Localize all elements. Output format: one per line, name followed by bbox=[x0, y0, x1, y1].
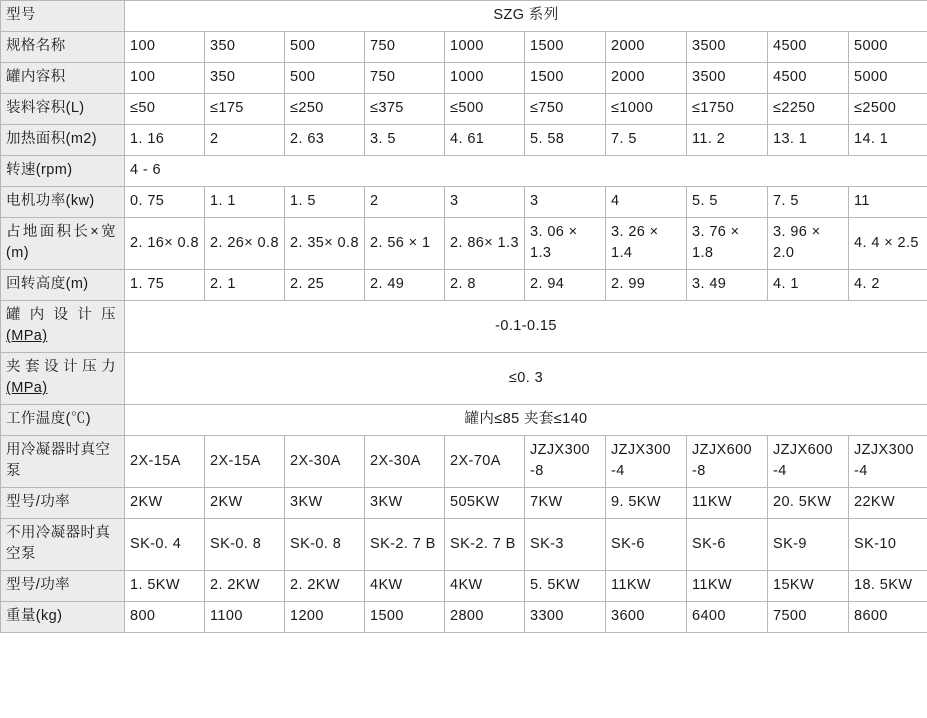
row-header-text: 夹套设计压力 bbox=[6, 359, 116, 376]
row-model bbox=[1, 1, 927, 32]
row-header-text: 罐内设计压 bbox=[6, 307, 116, 324]
table-cell: JZJX600 -4 bbox=[768, 436, 849, 488]
table-cell: 1500 bbox=[365, 602, 445, 633]
table-cell: ≤2250 bbox=[768, 94, 849, 125]
table-cell: ≤1000 bbox=[606, 94, 687, 125]
table-cell: 3. 26 × 1.4 bbox=[606, 218, 687, 270]
table-cell: 2. 25 bbox=[285, 270, 365, 301]
table-cell: 100 bbox=[125, 32, 205, 63]
table-cell: SK-0. 8 bbox=[285, 519, 365, 571]
table-cell: 1. 1 bbox=[205, 187, 285, 218]
row-loading-volume bbox=[1, 94, 927, 125]
table-cell: 2000 bbox=[606, 63, 687, 94]
table-cell: 2X-30A bbox=[285, 436, 365, 488]
table-cell: 3. 06 × 1.3 bbox=[525, 218, 606, 270]
table-cell: 2800 bbox=[445, 602, 525, 633]
row-working-temperature bbox=[1, 405, 927, 436]
table-cell: 3500 bbox=[687, 32, 768, 63]
table-cell: 750 bbox=[365, 63, 445, 94]
table-cell: 4KW bbox=[445, 571, 525, 602]
table-cell: 0. 75 bbox=[125, 187, 205, 218]
table-cell: JZJX300 -8 bbox=[525, 436, 606, 488]
row-swing-height bbox=[1, 270, 927, 301]
table-cell: 3600 bbox=[606, 602, 687, 633]
table-cell: 18. 5KW bbox=[849, 571, 927, 602]
table-cell: 1. 5 bbox=[285, 187, 365, 218]
table-cell: 4KW bbox=[365, 571, 445, 602]
row-motor-power bbox=[1, 187, 927, 218]
table-cell: 4. 4 × 2.5 bbox=[849, 218, 927, 270]
table-cell: 15KW bbox=[768, 571, 849, 602]
table-cell: 5. 5 bbox=[687, 187, 768, 218]
specification-table-body bbox=[1, 1, 927, 633]
table-cell: 14. 1 bbox=[849, 125, 927, 156]
table-cell: 3300 bbox=[525, 602, 606, 633]
table-cell: 2. 2KW bbox=[285, 571, 365, 602]
table-cell: 2X-30A bbox=[365, 436, 445, 488]
table-cell: 6400 bbox=[687, 602, 768, 633]
table-cell: SK-6 bbox=[606, 519, 687, 571]
row-header: 加热面积(m2) bbox=[1, 125, 125, 156]
table-cell: ≤175 bbox=[205, 94, 285, 125]
table-cell: 4500 bbox=[768, 63, 849, 94]
row-tank-design-pressure bbox=[1, 301, 927, 353]
table-cell: 4500 bbox=[768, 32, 849, 63]
table-cell: 1000 bbox=[445, 32, 525, 63]
row-spec-name bbox=[1, 32, 927, 63]
row-vacuum-pump-without-condenser bbox=[1, 519, 927, 571]
row-model-power-1 bbox=[1, 488, 927, 519]
table-cell: 2. 86× 1.3 bbox=[445, 218, 525, 270]
table-cell: 2X-70A bbox=[445, 436, 525, 488]
row-header: 转速(rpm) bbox=[1, 156, 125, 187]
table-cell: JZJX300 -4 bbox=[849, 436, 927, 488]
table-cell: 罐内≤85 夹套≤140 bbox=[125, 405, 927, 436]
table-cell: 7. 5 bbox=[606, 125, 687, 156]
row-jacket-design-pressure bbox=[1, 353, 927, 405]
table-cell: 100 bbox=[125, 63, 205, 94]
table-cell: 2. 26× 0.8 bbox=[205, 218, 285, 270]
table-cell: SK-2. 7 B bbox=[365, 519, 445, 571]
table-cell: ≤0. 3 bbox=[125, 353, 927, 405]
table-cell: 11 bbox=[849, 187, 927, 218]
row-header: 型号/功率 bbox=[1, 571, 125, 602]
row-header: 不用冷凝器时真空泵 bbox=[1, 519, 125, 571]
table-cell: 3500 bbox=[687, 63, 768, 94]
table-cell: 2X-15A bbox=[125, 436, 205, 488]
table-cell: 2KW bbox=[125, 488, 205, 519]
table-cell: 750 bbox=[365, 32, 445, 63]
table-cell: 22KW bbox=[849, 488, 927, 519]
table-cell: 2 bbox=[205, 125, 285, 156]
table-cell: 3. 5 bbox=[365, 125, 445, 156]
table-cell: 3. 96 × 2.0 bbox=[768, 218, 849, 270]
table-cell: ≤250 bbox=[285, 94, 365, 125]
table-cell: SK-10 bbox=[849, 519, 927, 571]
row-heating-area bbox=[1, 125, 927, 156]
table-cell: 11. 2 bbox=[687, 125, 768, 156]
table-cell: 2. 63 bbox=[285, 125, 365, 156]
row-header bbox=[1, 301, 125, 353]
table-cell: SK-0. 8 bbox=[205, 519, 285, 571]
table-cell: 4. 61 bbox=[445, 125, 525, 156]
table-cell: 11KW bbox=[606, 571, 687, 602]
table-cell: 20. 5KW bbox=[768, 488, 849, 519]
table-cell: 3 bbox=[525, 187, 606, 218]
table-cell: 3. 76 × 1.8 bbox=[687, 218, 768, 270]
table-cell: JZJX600 -8 bbox=[687, 436, 768, 488]
table-cell: SK-0. 4 bbox=[125, 519, 205, 571]
row-vacuum-pump-with-condenser bbox=[1, 436, 927, 488]
table-cell: 2000 bbox=[606, 32, 687, 63]
row-header: 重量(kg) bbox=[1, 602, 125, 633]
table-cell: 5. 5KW bbox=[525, 571, 606, 602]
table-cell: 2. 1 bbox=[205, 270, 285, 301]
table-cell: 500 bbox=[285, 32, 365, 63]
table-cell: 1500 bbox=[525, 32, 606, 63]
table-cell: 7KW bbox=[525, 488, 606, 519]
table-cell: 2. 2KW bbox=[205, 571, 285, 602]
table-cell: 7500 bbox=[768, 602, 849, 633]
table-cell: 1500 bbox=[525, 63, 606, 94]
table-cell: 2. 35× 0.8 bbox=[285, 218, 365, 270]
table-cell: 350 bbox=[205, 63, 285, 94]
row-header: 电机功率(kw) bbox=[1, 187, 125, 218]
table-cell: 2. 56 × 1 bbox=[365, 218, 445, 270]
table-cell: SK-6 bbox=[687, 519, 768, 571]
table-cell: ≤1750 bbox=[687, 94, 768, 125]
row-model-power-2 bbox=[1, 571, 927, 602]
table-cell: ≤375 bbox=[365, 94, 445, 125]
row-header: 回转高度(m) bbox=[1, 270, 125, 301]
table-cell: 1. 75 bbox=[125, 270, 205, 301]
table-cell: 2X-15A bbox=[205, 436, 285, 488]
table-cell: 1. 5KW bbox=[125, 571, 205, 602]
table-cell: 8600 bbox=[849, 602, 927, 633]
row-weight bbox=[1, 602, 927, 633]
table-cell: SK-2. 7 B bbox=[445, 519, 525, 571]
table-cell: JZJX300 -4 bbox=[606, 436, 687, 488]
table-cell: 7. 5 bbox=[768, 187, 849, 218]
table-cell: 350 bbox=[205, 32, 285, 63]
table-cell: ≤50 bbox=[125, 94, 205, 125]
table-cell: 2. 94 bbox=[525, 270, 606, 301]
table-cell: 2. 8 bbox=[445, 270, 525, 301]
table-cell: 1. 16 bbox=[125, 125, 205, 156]
table-cell: 9. 5KW bbox=[606, 488, 687, 519]
row-header: 型号/功率 bbox=[1, 488, 125, 519]
table-cell: 4. 1 bbox=[768, 270, 849, 301]
table-cell: 5. 58 bbox=[525, 125, 606, 156]
table-cell: 3KW bbox=[365, 488, 445, 519]
row-header-unit: (MPa) bbox=[6, 328, 48, 345]
row-header: 工作温度(℃) bbox=[1, 405, 125, 436]
table-cell: SZG 系列 bbox=[125, 1, 927, 32]
table-cell: 2. 49 bbox=[365, 270, 445, 301]
row-rotate-speed bbox=[1, 156, 927, 187]
table-cell: 2. 99 bbox=[606, 270, 687, 301]
table-cell: 13. 1 bbox=[768, 125, 849, 156]
row-header: 用冷凝器时真空泵 bbox=[1, 436, 125, 488]
table-cell: 4 - 6 bbox=[125, 156, 927, 187]
row-header: 占地面积长×宽(m) bbox=[1, 218, 125, 270]
row-footprint bbox=[1, 218, 927, 270]
table-cell: 505KW bbox=[445, 488, 525, 519]
table-cell: SK-9 bbox=[768, 519, 849, 571]
table-cell: 2. 16× 0.8 bbox=[125, 218, 205, 270]
row-tank-volume bbox=[1, 63, 927, 94]
row-header-unit: (MPa) bbox=[6, 380, 48, 397]
table-cell: ≤2500 bbox=[849, 94, 927, 125]
table-cell: 11KW bbox=[687, 488, 768, 519]
table-cell: 3 bbox=[445, 187, 525, 218]
table-cell: 800 bbox=[125, 602, 205, 633]
table-cell: 500 bbox=[285, 63, 365, 94]
row-header bbox=[1, 353, 125, 405]
table-cell: 4. 2 bbox=[849, 270, 927, 301]
table-cell: 1100 bbox=[205, 602, 285, 633]
table-cell: 1200 bbox=[285, 602, 365, 633]
row-header: 规格名称 bbox=[1, 32, 125, 63]
table-cell: SK-3 bbox=[525, 519, 606, 571]
table-cell: 3KW bbox=[285, 488, 365, 519]
table-cell: 5000 bbox=[849, 32, 927, 63]
table-cell: 2KW bbox=[205, 488, 285, 519]
table-cell: 1000 bbox=[445, 63, 525, 94]
table-cell: ≤500 bbox=[445, 94, 525, 125]
table-cell: ≤750 bbox=[525, 94, 606, 125]
row-header: 型号 bbox=[1, 1, 125, 32]
table-cell: 11KW bbox=[687, 571, 768, 602]
table-cell: 5000 bbox=[849, 63, 927, 94]
table-cell: 4 bbox=[606, 187, 687, 218]
row-header: 装料容积(L) bbox=[1, 94, 125, 125]
table-cell: 2 bbox=[365, 187, 445, 218]
table-cell: 3. 49 bbox=[687, 270, 768, 301]
row-header: 罐内容积 bbox=[1, 63, 125, 94]
table-cell: -0.1-0.15 bbox=[125, 301, 927, 353]
